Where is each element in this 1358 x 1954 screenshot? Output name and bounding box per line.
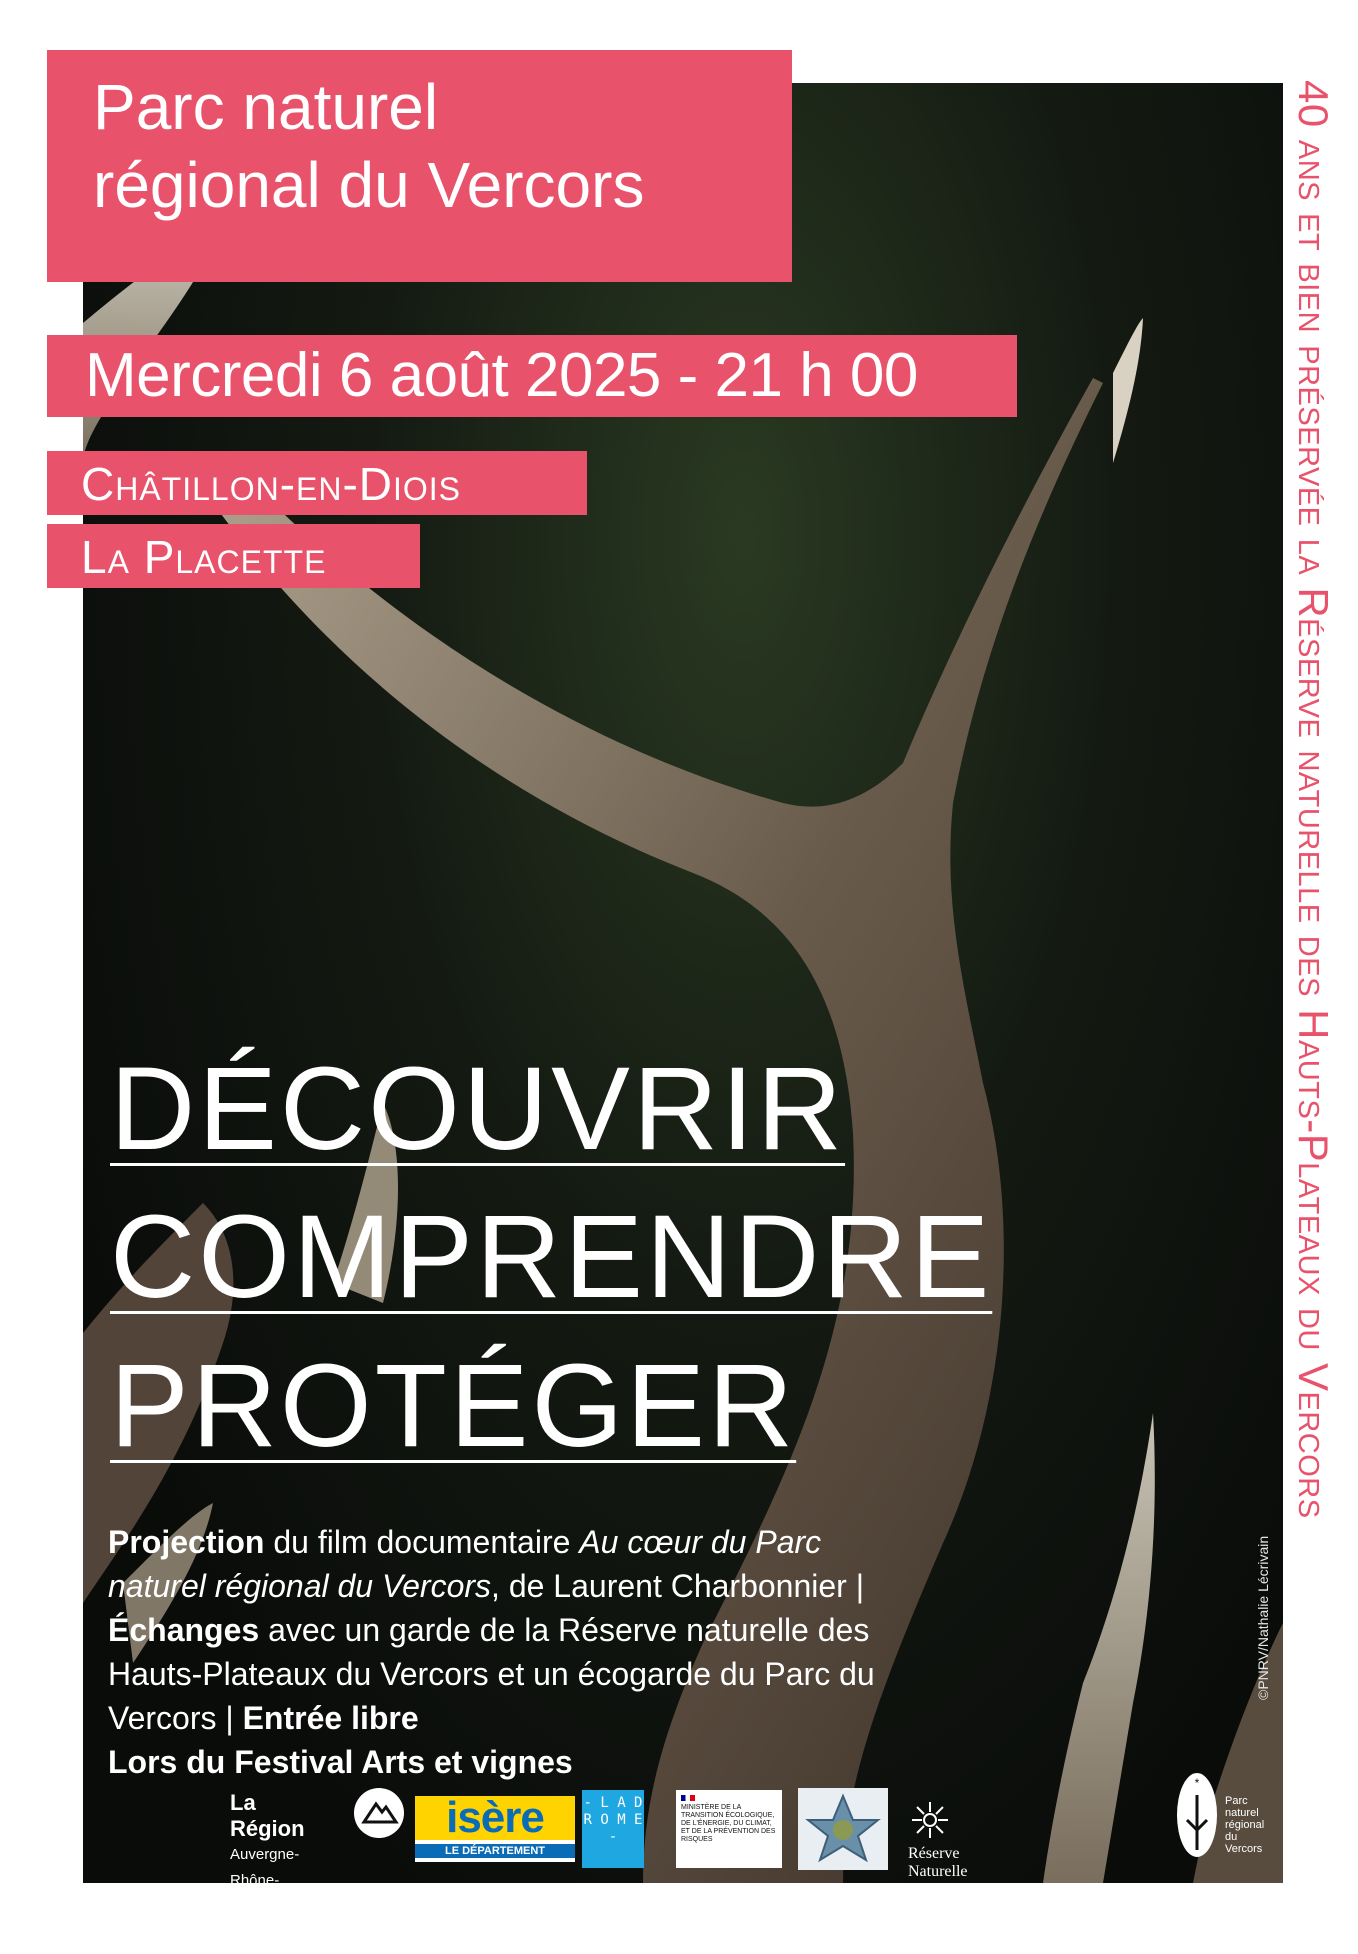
headline-proteger: PROTÉGER — [110, 1340, 797, 1472]
park-title-box — [47, 50, 792, 282]
svg-text:*: * — [1194, 1776, 1200, 1790]
film-title: Au cœur du Parc naturel régional du Vercors — [108, 1524, 822, 1604]
echanges-text: avec un garde de la Réserve naturelle des Hauts-Plateaux du Vercors et un écogarde du Parc du Vercors | — [108, 1612, 875, 1736]
region-name: La Région — [230, 1790, 305, 1841]
park-title-line1: Parc naturel — [93, 71, 439, 143]
entree-libre: Entrée libre — [242, 1700, 419, 1736]
event-description — [108, 1520, 888, 1784]
parc-line3: régional — [1225, 1819, 1265, 1831]
echanges-label: Échanges — [108, 1612, 260, 1648]
isere-name: isère — [415, 1796, 575, 1840]
side-banner: 40 ans et bien préservée la Réserve naturelle des Hauts-Plateaux du Vercors — [1290, 80, 1337, 1519]
projection-label: Projection — [108, 1524, 265, 1560]
parc-leaf-icon — [1175, 1765, 1225, 1865]
ministere-logo — [676, 1790, 782, 1868]
french-flag-icon — [681, 1795, 695, 1801]
parc-line1: Parc — [1225, 1795, 1248, 1807]
reserve-star-logo — [798, 1788, 888, 1870]
region-logo — [230, 1790, 305, 1920]
reserve-flower-icon — [908, 1800, 952, 1840]
projection-text: du film documentaire — [264, 1524, 580, 1560]
region-sub: Auvergne-Rhône-Alpes — [230, 1846, 300, 1915]
event-date: Mercredi 6 août 2025 - 21 h 00 — [47, 335, 1017, 417]
festival-note: Lors du Festival Arts et vignes — [108, 1744, 573, 1780]
drome-logo: - L A D R O M E - — [582, 1790, 644, 1868]
isere-sub: LE DÉPARTEMENT — [415, 1844, 575, 1858]
parc-vercors-logo — [1175, 1765, 1270, 1875]
event-place-site: La Placette — [47, 524, 420, 588]
reserve-naturelle-logo — [908, 1800, 1001, 1953]
ministere-text: MINISTÈRE DE LA TRANSITION ÉCOLOGIQUE, DE L'ÉNERGIE, DU CLIMAT, ET DE LA PRÉVENTION DES RISQUES — [681, 1804, 776, 1843]
author-text: , de Laurent Charbonnier | — [491, 1568, 865, 1604]
reserve-line1: Réserve Naturelle — [908, 1845, 968, 1880]
parc-line2: naturel — [1225, 1807, 1259, 1819]
parc-line4: du Vercors — [1225, 1831, 1263, 1855]
isere-logo — [415, 1793, 575, 1862]
headline-decouvrir: DÉCOUVRIR — [110, 1043, 846, 1175]
headline-comprendre: COMPRENDRE — [110, 1191, 993, 1323]
event-place-town: Châtillon-en-Diois — [47, 451, 587, 515]
region-mountain-icon — [354, 1788, 404, 1838]
park-title-line2: régional du Vercors — [93, 149, 645, 221]
reserve-line2: HAUTS PLATEAUX DU VERCORS — [908, 1880, 1001, 1954]
photo-credit: ©PNRV/Nathalie Lécrivain — [1255, 1535, 1271, 1700]
